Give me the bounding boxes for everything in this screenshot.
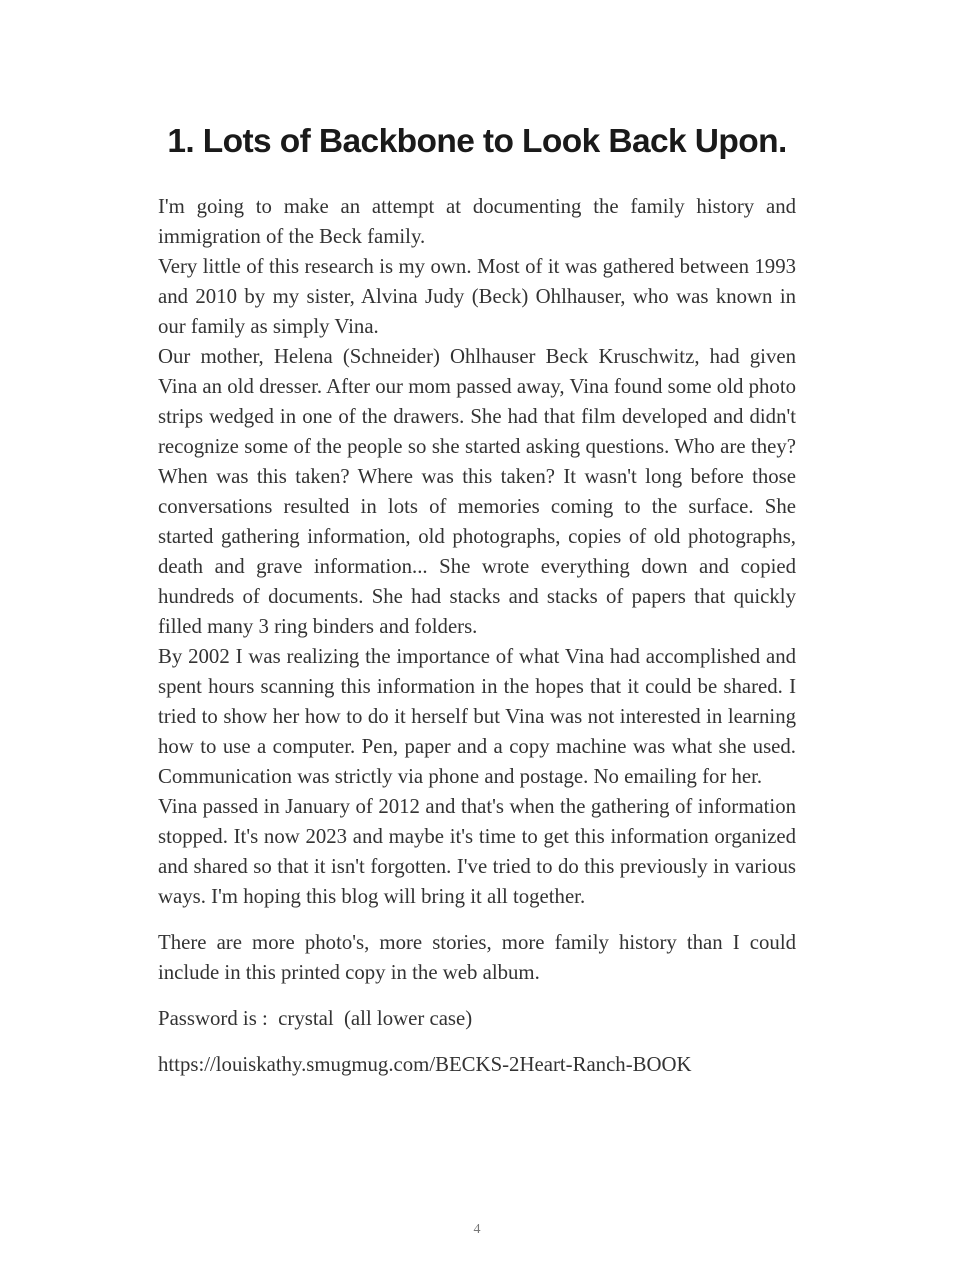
page-number: 4 — [473, 1222, 481, 1237]
paragraph-scanning: By 2002 I was realizing the importance of what Vina had accomplished and spent hours scanning this information in the hopes that it could be shared. I tried to show her how to do it herself but Vina was not interested in learning how to use a computer. Pen, paper and a copy machine was what she used. Communication was strictly via phone and postage. No emailing for her. — [158, 645, 796, 788]
paragraph-intro: I'm going to make an attempt at documenting the family history and immigration of the Beck family. — [158, 195, 796, 248]
web-album-note: There are more photo's, more stories, more family history than I could include in this printed copy in the web album. — [158, 931, 802, 984]
album-url: https://louiskathy.smugmug.com/BECKS-2Heart-Ranch-BOOK — [158, 1053, 692, 1076]
paragraph-research: Very little of this research is my own. Most of it was gathered between 1993 and 2010 by my sister, Alvina Judy (Beck) Ohlhauser, who was known in our family as simply Vina. — [158, 255, 796, 338]
intro-paragraphs — [158, 192, 796, 912]
page-content — [158, 120, 802, 1096]
password-line: Password is : crystal (all lower case) — [158, 1007, 473, 1030]
paragraph-dresser: Our mother, Helena (Schneider) Ohlhauser Beck Kruschwitz, had given Vina an old dresser. After our mom passed away, Vina found some old photo strips wedged in one of the drawers. She had that film developed and didn't recognize some of the people so she started asking questions. Who are they? When was this taken? Where was this taken? It wasn't long before those conversations resulted in lots of memories coming to the surface. She started gathering information, old photographs, copies of old photographs, death and grave information... She wrote everything down and copied hundreds of documents. She had stacks and stacks of papers that quickly filled many 3 ring binders and folders. — [158, 345, 796, 638]
chapter-title: 1. Lots of Backbone to Look Back Upon. — [167, 123, 787, 160]
paragraph-blog: Vina passed in January of 2012 and that's when the gathering of information stopped. It's now 2023 and maybe it's time to get this information organized and shared so that it isn't forgotten. I've tried to do this previously in various ways. I'm hoping this blog will bring it all together. — [158, 795, 796, 908]
